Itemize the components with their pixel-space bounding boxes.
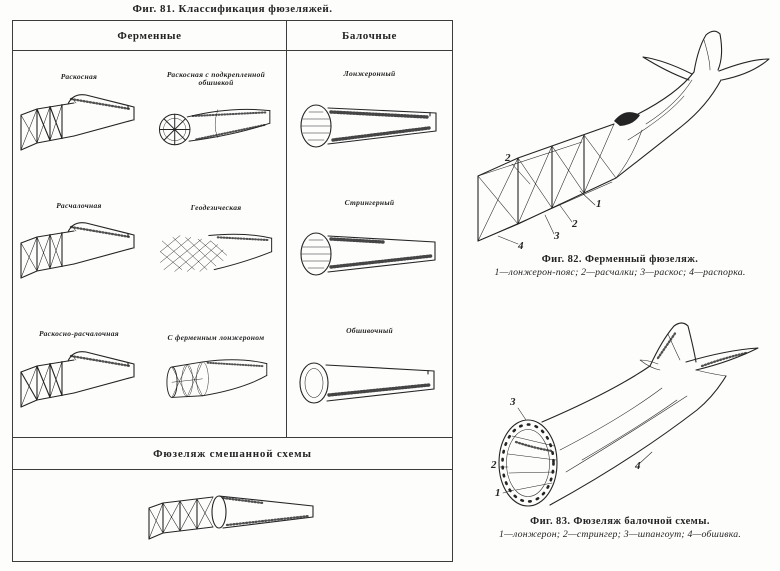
- cell-raskosnaya: [13, 51, 145, 180]
- fig83-legend: 1—лонжерон; 2—стрингер; 3—шпангоут; 4—обшивка.: [499, 529, 741, 540]
- fuselage-type-label: Геодезическая: [190, 202, 242, 212]
- mixed-scheme-cell: [13, 470, 452, 561]
- longeron-beam-fuselage-drawing: [295, 81, 445, 161]
- fig81-classification-table: [12, 20, 453, 562]
- fig82-caption: Фиг. 82. Ферменный фюзеляж.: [541, 254, 699, 265]
- truss-column: [13, 51, 286, 437]
- fuselage-type-label: Расчалочная: [56, 200, 102, 210]
- cell-raskosno-raschalochnaya: [13, 308, 145, 437]
- fig82-callout-4: 4: [518, 240, 524, 252]
- truss-fuselage-tail-drawing: [462, 8, 778, 252]
- skin-beam-fuselage-drawing: [295, 338, 445, 418]
- fig83-drawing-area: [462, 300, 778, 514]
- fig83-callout-4: 4: [635, 460, 641, 472]
- fig82-drawing-area: [462, 8, 778, 252]
- geodetic-fuselage-drawing: [148, 214, 284, 284]
- table-header-row: [13, 21, 452, 51]
- table-body: [13, 51, 452, 437]
- cell-stringerny: [287, 180, 452, 309]
- fuselage-type-label: Лонжеронный: [343, 69, 396, 79]
- fuselage-type-label: Стрингерный: [344, 197, 395, 207]
- mixed-scheme-fuselage-drawing: [143, 484, 323, 548]
- braced-wire-truss-drawing: [16, 341, 142, 415]
- fig82-callout-3: 3: [554, 230, 560, 242]
- fuselage-type-label: Раскосная с подкрепленной обшивкой: [166, 69, 266, 88]
- stringer-beam-fuselage-drawing: [295, 209, 445, 289]
- fuselage-type-label: Обшивочный: [346, 326, 393, 336]
- beam-column: [286, 51, 452, 437]
- cell-fermenny-lonzheron: [145, 308, 287, 437]
- fig82-callout-2b: 2: [572, 218, 578, 230]
- truss-longeron-fuselage-drawing: [148, 345, 284, 411]
- fig82-legend: 1—лонжерон-пояс; 2—расчалки; 3—раскос; 4—распорка.: [494, 267, 746, 278]
- braced-truss-reinforced-skin-drawing: [148, 90, 284, 160]
- cell-obshivochny: [287, 308, 452, 437]
- fig83-caption: Фиг. 83. Фюзеляж балочной схемы.: [530, 516, 710, 527]
- fig83-callout-1: 1: [495, 487, 501, 499]
- cell-raskosnaya-obshivka: [145, 51, 287, 180]
- column-header-truss: Ферменные: [117, 29, 182, 42]
- cell-geodezicheskaya: [145, 180, 287, 309]
- cell-raschalochnaya: [13, 180, 145, 309]
- fig83-block: [462, 300, 778, 540]
- column-header-beam: Балочные: [286, 21, 452, 50]
- fuselage-type-label: С ферменным лонжероном: [167, 333, 265, 343]
- mixed-scheme-header: Фюзеляж смешанной схемы: [13, 437, 452, 470]
- fig82-block: [462, 8, 778, 278]
- fig81-title: Фиг. 81. Классификация фюзеляжей.: [132, 3, 333, 15]
- wire-braced-truss-drawing: [16, 212, 142, 286]
- cell-lonzheronny: [287, 51, 452, 180]
- braced-truss-fuselage-drawing: [16, 84, 142, 158]
- fig83-callout-3: 3: [510, 396, 516, 408]
- fuselage-type-label: Раскосная: [60, 72, 98, 82]
- fuselage-type-label: Раскосно-расчалочная: [39, 329, 119, 339]
- fig83-callout-2: 2: [491, 459, 497, 471]
- fig82-callout-2a: 2: [505, 152, 511, 164]
- fig82-callout-1: 1: [596, 198, 602, 210]
